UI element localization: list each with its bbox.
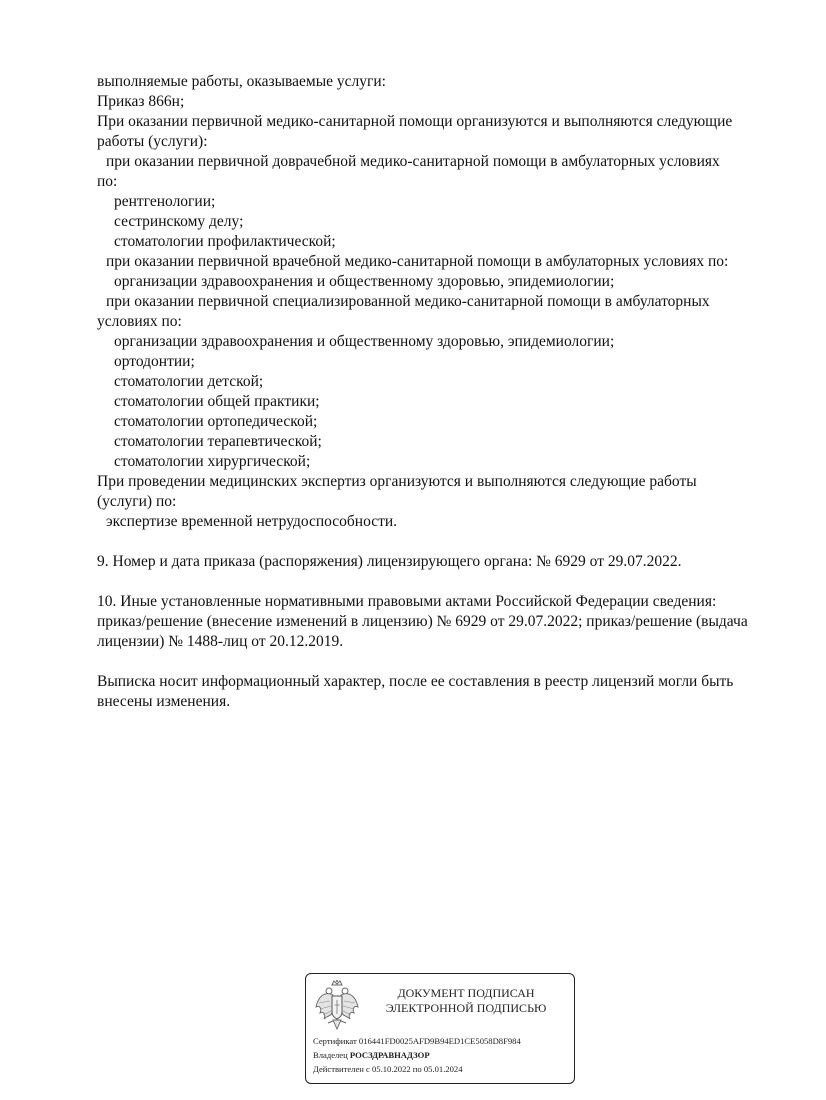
document-body — [97, 72, 787, 712]
text-line: по: — [97, 173, 118, 190]
list-item: ортодонтии; — [114, 353, 195, 370]
text-line: работы (услуги): — [97, 133, 208, 150]
coat-of-arms-emblem-icon — [314, 979, 360, 1035]
text-line: Приказ 866н; — [97, 93, 185, 110]
certificate-line — [313, 1034, 571, 1048]
list-item: стоматологии терапевтической; — [114, 433, 322, 450]
text-line: приказ/решение (внесение изменений в лицензию) № 6929 от 29.07.2022; приказ/решение (выдача — [97, 613, 748, 630]
order-number-paragraph: 9. Номер и дата приказа (распоряжения) лицензирующего органа: № 6929 от 29.07.2022. — [97, 553, 682, 570]
text-line: лицензии) № 1488-лиц от 20.12.2019. — [97, 633, 344, 650]
list-item: экспертизе временной нетрудоспособности. — [106, 513, 398, 530]
text-line: при оказании первичной доврачебной медико-санитарной помощи в амбулаторных условиях — [106, 153, 720, 170]
electronic-signature-stamp — [305, 973, 575, 1084]
text-line: условиях по: — [97, 313, 182, 330]
text-line: выполняемые работы, оказываемые услуги: — [97, 73, 386, 90]
list-item: рентгенологии; — [114, 193, 216, 210]
list-item: стоматологии профилактической; — [114, 233, 336, 250]
disclaimer-paragraph — [97, 672, 787, 712]
certificate-label: Сертификат — [313, 1036, 357, 1046]
list-item: стоматологии детской; — [114, 373, 264, 390]
stamp-title-line: ДОКУМЕНТ ПОДПИСАН — [397, 986, 535, 1000]
stamp-title — [366, 986, 566, 1016]
text-line: внесены изменения. — [97, 693, 231, 710]
list-item: организации здравоохранения и общественному здоровью, эпидемиологии; — [114, 333, 615, 350]
owner-label: Владелец — [313, 1050, 348, 1060]
validity-line: Действителен с 05.10.2022 по 05.01.2024 — [313, 1064, 463, 1074]
list-item: организации здравоохранения и общественному здоровью, эпидемиологии; — [114, 273, 615, 290]
text-line: 10. Иные установленные нормативными правовыми актами Российской Федерации сведения: — [97, 593, 717, 610]
other-info-paragraph — [97, 592, 787, 652]
owner-line — [313, 1048, 571, 1062]
stamp-details — [313, 1034, 571, 1076]
stamp-title-line: ЭЛЕКТРОННОЙ ПОДПИСЬЮ — [385, 1001, 547, 1015]
certificate-value: 016441FD0025AFD9B94ED1CE5058D8F984 — [358, 1036, 521, 1046]
list-item: стоматологии общей практики; — [114, 393, 320, 410]
owner-value: РОСЗДРАВНАДЗОР — [349, 1050, 430, 1060]
text-line: При проведении медицинских экспертиз организуются и выполняются следующие работы — [97, 473, 697, 490]
text-line: При оказании первичной медико-санитарной помощи организуются и выполняются следующие — [97, 113, 733, 130]
list-item: стоматологии хирургической; — [114, 453, 311, 470]
text-line: (услуги) по: — [97, 493, 177, 510]
text-line: при оказании первичной врачебной медико-санитарной помощи в амбулаторных условиях по: — [106, 253, 729, 270]
text-line: Выписка носит информационный характер, после ее составления в реестр лицензий могли быть — [97, 673, 734, 690]
text-line: при оказании первичной специализированной медико-санитарной помощи в амбулаторных — [106, 293, 710, 310]
list-item: сестринскому делу; — [114, 213, 244, 230]
list-item: стоматологии ортопедической; — [114, 413, 318, 430]
